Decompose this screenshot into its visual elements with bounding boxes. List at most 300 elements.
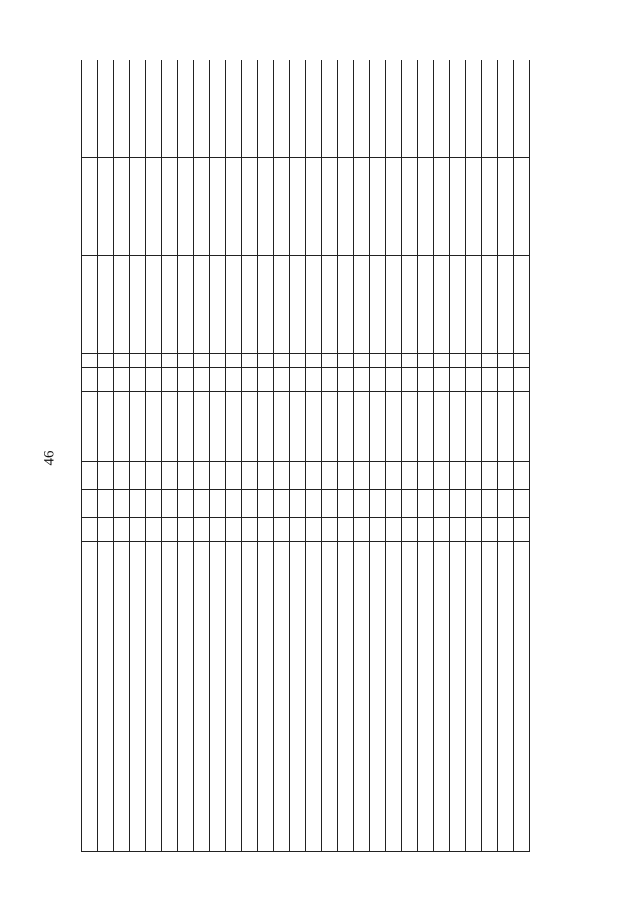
row-name — [450, 542, 466, 852]
target-code — [434, 392, 450, 462]
section-code — [498, 490, 514, 518]
amount-2 — [402, 158, 418, 256]
section-code — [514, 490, 530, 518]
section-code — [370, 490, 386, 518]
amount-3 — [194, 60, 210, 158]
expense-type — [306, 368, 322, 392]
amount-2 — [338, 158, 354, 256]
subsection-code — [242, 462, 258, 490]
row-name — [466, 542, 482, 852]
amount-3 — [114, 60, 130, 158]
ministry-code — [306, 518, 322, 542]
table-row — [402, 60, 418, 852]
subsection-code — [466, 462, 482, 490]
target-code — [274, 392, 290, 462]
amount-2 — [146, 158, 162, 256]
ministry-code — [162, 518, 178, 542]
amount-2 — [418, 158, 434, 256]
amount-3 — [482, 60, 498, 158]
table-row — [386, 60, 402, 852]
row-marker — [242, 354, 258, 368]
row-marker — [178, 354, 194, 368]
expense-type — [418, 368, 434, 392]
subsection-code — [98, 462, 114, 490]
row-name — [418, 542, 434, 852]
amount-2 — [130, 158, 146, 256]
target-code — [194, 392, 210, 462]
ministry-code — [290, 518, 306, 542]
table-row — [178, 60, 194, 852]
section-code — [146, 490, 162, 518]
table-row — [514, 60, 530, 852]
row-marker — [466, 354, 482, 368]
expense-type — [178, 368, 194, 392]
amount-2 — [434, 158, 450, 256]
target-code — [82, 392, 98, 462]
row-name — [178, 542, 194, 852]
row-name — [258, 542, 274, 852]
section-code — [290, 490, 306, 518]
target-code — [130, 392, 146, 462]
amount-3 — [514, 60, 530, 158]
target-code — [354, 392, 370, 462]
amount-3 — [354, 60, 370, 158]
expense-type — [258, 368, 274, 392]
row-marker — [130, 354, 146, 368]
amount-1 — [130, 256, 146, 354]
row-name — [498, 542, 514, 852]
subsection-code — [498, 462, 514, 490]
row-marker — [98, 354, 114, 368]
subsection-code — [514, 462, 530, 490]
amount-1 — [306, 256, 322, 354]
target-code — [146, 392, 162, 462]
amount-3 — [226, 60, 242, 158]
amount-1 — [322, 256, 338, 354]
table-row — [338, 60, 354, 852]
row-marker — [354, 354, 370, 368]
ministry-code — [402, 518, 418, 542]
section-code — [210, 490, 226, 518]
amount-2 — [258, 158, 274, 256]
table-row — [290, 60, 306, 852]
section-code — [258, 490, 274, 518]
amount-1 — [210, 256, 226, 354]
section-code — [482, 490, 498, 518]
amount-1 — [162, 256, 178, 354]
row-name — [338, 542, 354, 852]
amount-3 — [450, 60, 466, 158]
table-row — [98, 60, 114, 852]
section-code — [242, 490, 258, 518]
amount-3 — [162, 60, 178, 158]
expense-type — [450, 368, 466, 392]
subsection-code — [210, 462, 226, 490]
amount-2 — [498, 158, 514, 256]
target-code — [338, 392, 354, 462]
table-row — [130, 60, 146, 852]
table-row — [194, 60, 210, 852]
row-name — [482, 542, 498, 852]
row-name — [162, 542, 178, 852]
table-row — [162, 60, 178, 852]
table-row — [498, 60, 514, 852]
section-code — [130, 490, 146, 518]
row-name — [306, 542, 322, 852]
amount-2 — [82, 158, 98, 256]
ministry-code — [98, 518, 114, 542]
section-code — [226, 490, 242, 518]
amount-3 — [434, 60, 450, 158]
amount-2 — [354, 158, 370, 256]
table-row — [322, 60, 338, 852]
subsection-code — [162, 462, 178, 490]
amount-2 — [482, 158, 498, 256]
row-marker — [226, 354, 242, 368]
subsection-code — [178, 462, 194, 490]
ministry-code — [466, 518, 482, 542]
row-marker — [386, 354, 402, 368]
section-code — [194, 490, 210, 518]
row-marker — [418, 354, 434, 368]
amount-3 — [338, 60, 354, 158]
expense-type — [242, 368, 258, 392]
amount-1 — [226, 256, 242, 354]
target-code — [178, 392, 194, 462]
subsection-code — [194, 462, 210, 490]
target-code — [482, 392, 498, 462]
ministry-code — [178, 518, 194, 542]
row-name — [290, 542, 306, 852]
row-marker — [274, 354, 290, 368]
row-marker — [162, 354, 178, 368]
row-name — [386, 542, 402, 852]
table-row — [242, 60, 258, 852]
amount-2 — [306, 158, 322, 256]
expense-type — [114, 368, 130, 392]
section-code — [82, 490, 98, 518]
expense-type — [386, 368, 402, 392]
row-name — [98, 542, 114, 852]
row-marker — [306, 354, 322, 368]
amount-1 — [290, 256, 306, 354]
section-code — [354, 490, 370, 518]
amount-3 — [258, 60, 274, 158]
ministry-code — [514, 518, 530, 542]
table-row — [306, 60, 322, 852]
subsection-code — [114, 462, 130, 490]
expense-type — [466, 368, 482, 392]
row-name — [370, 542, 386, 852]
subsection-code — [402, 462, 418, 490]
table-row — [146, 60, 162, 852]
row-marker — [370, 354, 386, 368]
row-marker — [290, 354, 306, 368]
amount-1 — [386, 256, 402, 354]
expense-type — [498, 368, 514, 392]
section-code — [338, 490, 354, 518]
row-marker — [146, 354, 162, 368]
expense-type — [370, 368, 386, 392]
subsection-code — [130, 462, 146, 490]
subsection-code — [386, 462, 402, 490]
target-code — [370, 392, 386, 462]
amount-1 — [434, 256, 450, 354]
section-code — [434, 490, 450, 518]
ministry-code — [418, 518, 434, 542]
ministry-code — [274, 518, 290, 542]
row-name — [322, 542, 338, 852]
amount-3 — [98, 60, 114, 158]
section-code — [418, 490, 434, 518]
target-code — [450, 392, 466, 462]
amount-1 — [98, 256, 114, 354]
row-marker — [450, 354, 466, 368]
subsection-code — [338, 462, 354, 490]
expense-type — [482, 368, 498, 392]
amount-2 — [514, 158, 530, 256]
amount-3 — [370, 60, 386, 158]
ministry-code — [258, 518, 274, 542]
expense-type — [514, 368, 530, 392]
expense-type — [434, 368, 450, 392]
section-code — [402, 490, 418, 518]
target-code — [386, 392, 402, 462]
row-marker — [434, 354, 450, 368]
subsection-code — [450, 462, 466, 490]
row-marker — [194, 354, 210, 368]
amount-2 — [450, 158, 466, 256]
amount-1 — [370, 256, 386, 354]
section-code — [274, 490, 290, 518]
row-marker — [514, 354, 530, 368]
table-row — [274, 60, 290, 852]
amount-3 — [82, 60, 98, 158]
ministry-code — [498, 518, 514, 542]
subsection-code — [418, 462, 434, 490]
target-code — [210, 392, 226, 462]
subsection-code — [290, 462, 306, 490]
amount-3 — [290, 60, 306, 158]
amount-1 — [354, 256, 370, 354]
subsection-code — [322, 462, 338, 490]
target-code — [322, 392, 338, 462]
subsection-code — [82, 462, 98, 490]
ministry-code — [386, 518, 402, 542]
amount-1 — [338, 256, 354, 354]
ministry-code — [82, 518, 98, 542]
subsection-code — [370, 462, 386, 490]
ministry-code — [434, 518, 450, 542]
amount-3 — [498, 60, 514, 158]
amount-2 — [162, 158, 178, 256]
subsection-code — [258, 462, 274, 490]
amount-3 — [322, 60, 338, 158]
ministry-code — [354, 518, 370, 542]
expense-type — [322, 368, 338, 392]
target-code — [290, 392, 306, 462]
target-code — [258, 392, 274, 462]
amount-1 — [402, 256, 418, 354]
target-code — [402, 392, 418, 462]
amount-3 — [242, 60, 258, 158]
budget-table-body — [82, 60, 530, 852]
amount-3 — [418, 60, 434, 158]
amount-1 — [274, 256, 290, 354]
amount-3 — [386, 60, 402, 158]
row-marker — [210, 354, 226, 368]
section-code — [178, 490, 194, 518]
amount-1 — [114, 256, 130, 354]
target-code — [242, 392, 258, 462]
ministry-code — [450, 518, 466, 542]
table-row — [258, 60, 274, 852]
table-row — [210, 60, 226, 852]
table-row — [226, 60, 242, 852]
subsection-code — [354, 462, 370, 490]
subsection-code — [482, 462, 498, 490]
amount-2 — [114, 158, 130, 256]
row-name — [242, 542, 258, 852]
section-code — [114, 490, 130, 518]
budget-table — [81, 60, 530, 852]
table-row — [418, 60, 434, 852]
amount-1 — [466, 256, 482, 354]
section-code — [450, 490, 466, 518]
ministry-code — [370, 518, 386, 542]
table-row — [450, 60, 466, 852]
row-name — [114, 542, 130, 852]
target-code — [162, 392, 178, 462]
row-marker — [482, 354, 498, 368]
ministry-code — [482, 518, 498, 542]
amount-1 — [450, 256, 466, 354]
ministry-code — [338, 518, 354, 542]
table-row — [466, 60, 482, 852]
row-name — [434, 542, 450, 852]
target-code — [226, 392, 242, 462]
amount-2 — [98, 158, 114, 256]
amount-3 — [178, 60, 194, 158]
amount-2 — [466, 158, 482, 256]
expense-type — [274, 368, 290, 392]
row-name — [146, 542, 162, 852]
amount-1 — [242, 256, 258, 354]
section-code — [162, 490, 178, 518]
amount-3 — [130, 60, 146, 158]
expense-type — [130, 368, 146, 392]
expense-type — [210, 368, 226, 392]
amount-3 — [402, 60, 418, 158]
table-row — [482, 60, 498, 852]
subsection-code — [146, 462, 162, 490]
target-code — [466, 392, 482, 462]
amount-3 — [210, 60, 226, 158]
expense-type — [290, 368, 306, 392]
subsection-code — [434, 462, 450, 490]
amount-2 — [242, 158, 258, 256]
budget-table-sheet — [81, 60, 596, 852]
target-code — [498, 392, 514, 462]
subsection-code — [274, 462, 290, 490]
table-row — [370, 60, 386, 852]
target-code — [98, 392, 114, 462]
section-code — [322, 490, 338, 518]
section-code — [466, 490, 482, 518]
row-name — [130, 542, 146, 852]
subsection-code — [226, 462, 242, 490]
expense-type — [402, 368, 418, 392]
amount-1 — [82, 256, 98, 354]
target-code — [514, 392, 530, 462]
amount-1 — [418, 256, 434, 354]
page-number: 46 — [41, 450, 58, 466]
target-code — [306, 392, 322, 462]
row-marker — [322, 354, 338, 368]
ministry-code — [194, 518, 210, 542]
expense-type — [354, 368, 370, 392]
table-row — [114, 60, 130, 852]
row-name — [402, 542, 418, 852]
amount-1 — [146, 256, 162, 354]
amount-3 — [466, 60, 482, 158]
amount-2 — [322, 158, 338, 256]
row-marker — [82, 354, 98, 368]
amount-2 — [386, 158, 402, 256]
expense-type — [146, 368, 162, 392]
row-marker — [402, 354, 418, 368]
expense-type — [82, 368, 98, 392]
section-code — [386, 490, 402, 518]
expense-type — [162, 368, 178, 392]
row-name — [226, 542, 242, 852]
amount-2 — [274, 158, 290, 256]
row-name — [210, 542, 226, 852]
row-name — [194, 542, 210, 852]
ministry-code — [322, 518, 338, 542]
row-marker — [338, 354, 354, 368]
amount-2 — [178, 158, 194, 256]
amount-1 — [498, 256, 514, 354]
amount-2 — [194, 158, 210, 256]
amount-2 — [226, 158, 242, 256]
amount-1 — [482, 256, 498, 354]
table-row — [434, 60, 450, 852]
row-name — [354, 542, 370, 852]
amount-3 — [146, 60, 162, 158]
row-marker — [258, 354, 274, 368]
ministry-code — [130, 518, 146, 542]
subsection-code — [306, 462, 322, 490]
row-name — [514, 542, 530, 852]
amount-3 — [274, 60, 290, 158]
amount-1 — [258, 256, 274, 354]
section-code — [306, 490, 322, 518]
expense-type — [194, 368, 210, 392]
expense-type — [226, 368, 242, 392]
section-code — [98, 490, 114, 518]
table-row — [354, 60, 370, 852]
ministry-code — [242, 518, 258, 542]
ministry-code — [146, 518, 162, 542]
row-marker — [114, 354, 130, 368]
ministry-code — [210, 518, 226, 542]
row-name — [82, 542, 98, 852]
ministry-code — [114, 518, 130, 542]
amount-1 — [194, 256, 210, 354]
amount-3 — [306, 60, 322, 158]
target-code — [114, 392, 130, 462]
